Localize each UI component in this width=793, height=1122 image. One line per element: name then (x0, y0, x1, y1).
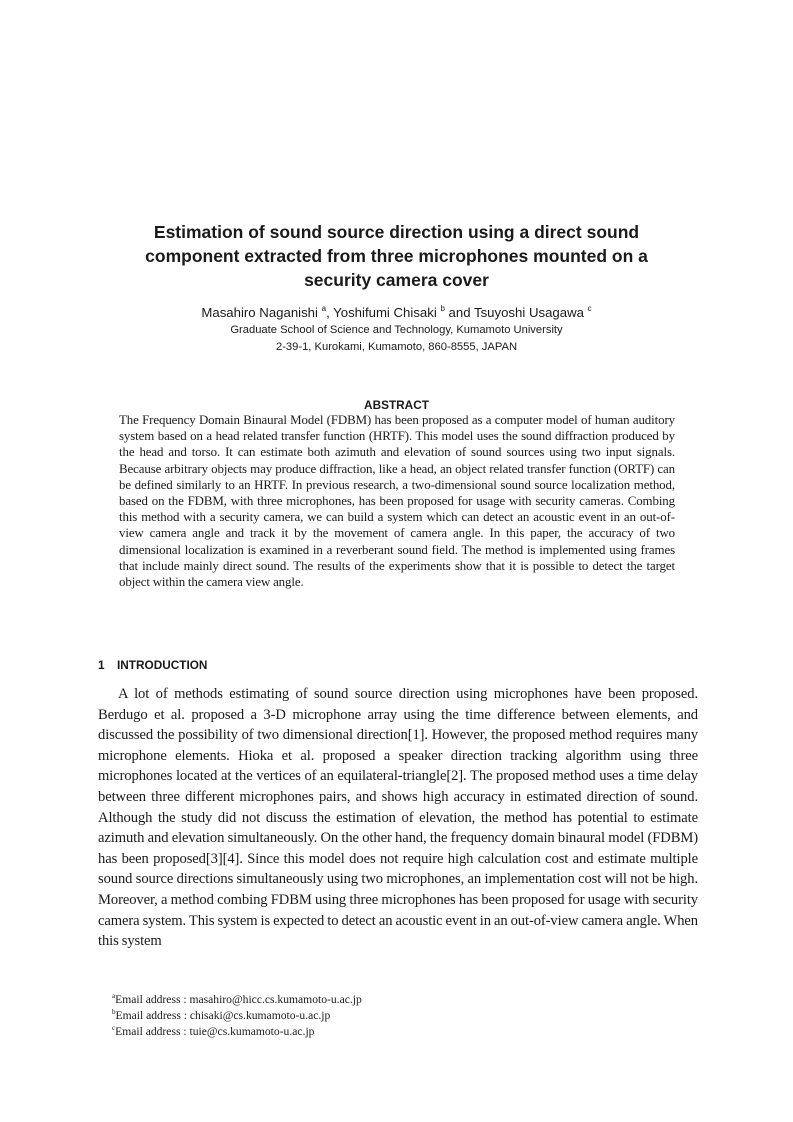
section-title: INTRODUCTION (117, 658, 208, 672)
affiliation-line: 2-39-1, Kurokami, Kumamoto, 860-8555, JAPAN (275, 341, 518, 353)
affiliation (100, 322, 693, 356)
author-name: Yoshifumi Chisaki (333, 305, 437, 320)
abstract-heading: ABSTRACT (364, 398, 429, 412)
footnote (112, 1008, 612, 1024)
section-heading (98, 658, 207, 672)
footnote (112, 1024, 612, 1040)
affiliation-mark: a (321, 304, 327, 313)
footnote-mark: a (112, 992, 116, 1000)
author-separator: , (326, 305, 334, 320)
abstract-text: The Frequency Domain Binaural Model (FDBM) has been proposed as a computer model of human auditory system based on a head related transfer function (HRTF). This model uses the sound diffraction produced by the head and torso. It can estimate both azimuth and elevation of sound sources using two input signals. Because arbitrary objects may produce diffraction, like a head, an object related transfer function (ORTF) can be defined similarly to an HRTF. In previous research, a two-dimensional sound source localization method, based on the FDBM, with three microphones, has been proposed for usage with security cameras. Combing this method with a security camera, we can build a system which can detect an acoustic event in an out-of-view camera angle and track it by the movement of camera angle. In this paper, the accuracy of two dimensional localization is examined in a reverberant sound field. The method is implemented using frames that include mainly direct sound. The results of the experiments show that it is possible to detect the target object within the camera view angle. (119, 413, 675, 590)
footnote-text: Email address : chisaki@cs.kumamoto-u.ac.jp (115, 1009, 331, 1023)
footnote (112, 992, 612, 1008)
footnote-text: Email address : tuie@cs.kumamoto-u.ac.jp (115, 1025, 315, 1039)
author-name: Masahiro Naganishi (201, 305, 318, 320)
section-number: 1 (98, 658, 105, 672)
footnote-mark: b (112, 1008, 116, 1017)
affiliation-mark: b (440, 304, 445, 313)
footnote-mark: c (112, 1024, 116, 1033)
author-list (100, 304, 693, 322)
affiliation-line: Graduate School of Science and Technology, Kumamoto University (230, 324, 563, 336)
introduction-paragraph: A lot of methods estimating of sound source direction using microphones have been proposed. Berdugo et al. proposed a 3-D microphone array using the time difference between elements, and discussed the possibility of two dimensional direction[1]. However, the proposed method requires many microphone elements. Hioka et al. proposed a speaker direction tracking algorithm using three microphones located at the vertices of an equilateral-triangle[2]. The proposed method uses a time delay between three different microphones pairs, and shows high accuracy in estimated direction of sound. Although the study did not discuss the estimation of elevation, the method has potential to estimate azimuth and elevation simultaneously. On the other hand, the frequency domain binaural model (FDBM) has been proposed[3][4]. Since this model does not require high calculation cost and estimate multiple sound source directions simultaneously using two microphones, an implementation cost will not be high. Moreover, a method combing FDBM using three microphones has been proposed for usage with security camera system. This system is expected to detect an acoustic event in an out-of-view camera angle. When this system (98, 686, 698, 950)
author-name: Tsuyoshi Usagawa (473, 305, 584, 320)
affiliation-mark: c (587, 304, 592, 313)
footnotes (112, 992, 612, 1041)
footnote-text: Email address : masahiro@hicc.cs.kumamoto-u.ac.jp (115, 993, 362, 1006)
author-conjunction: and (444, 305, 474, 320)
paper-title: Estimation of sound source direction using a direct sound component extracted from three microphones mounted on a security camera cover (145, 222, 648, 290)
